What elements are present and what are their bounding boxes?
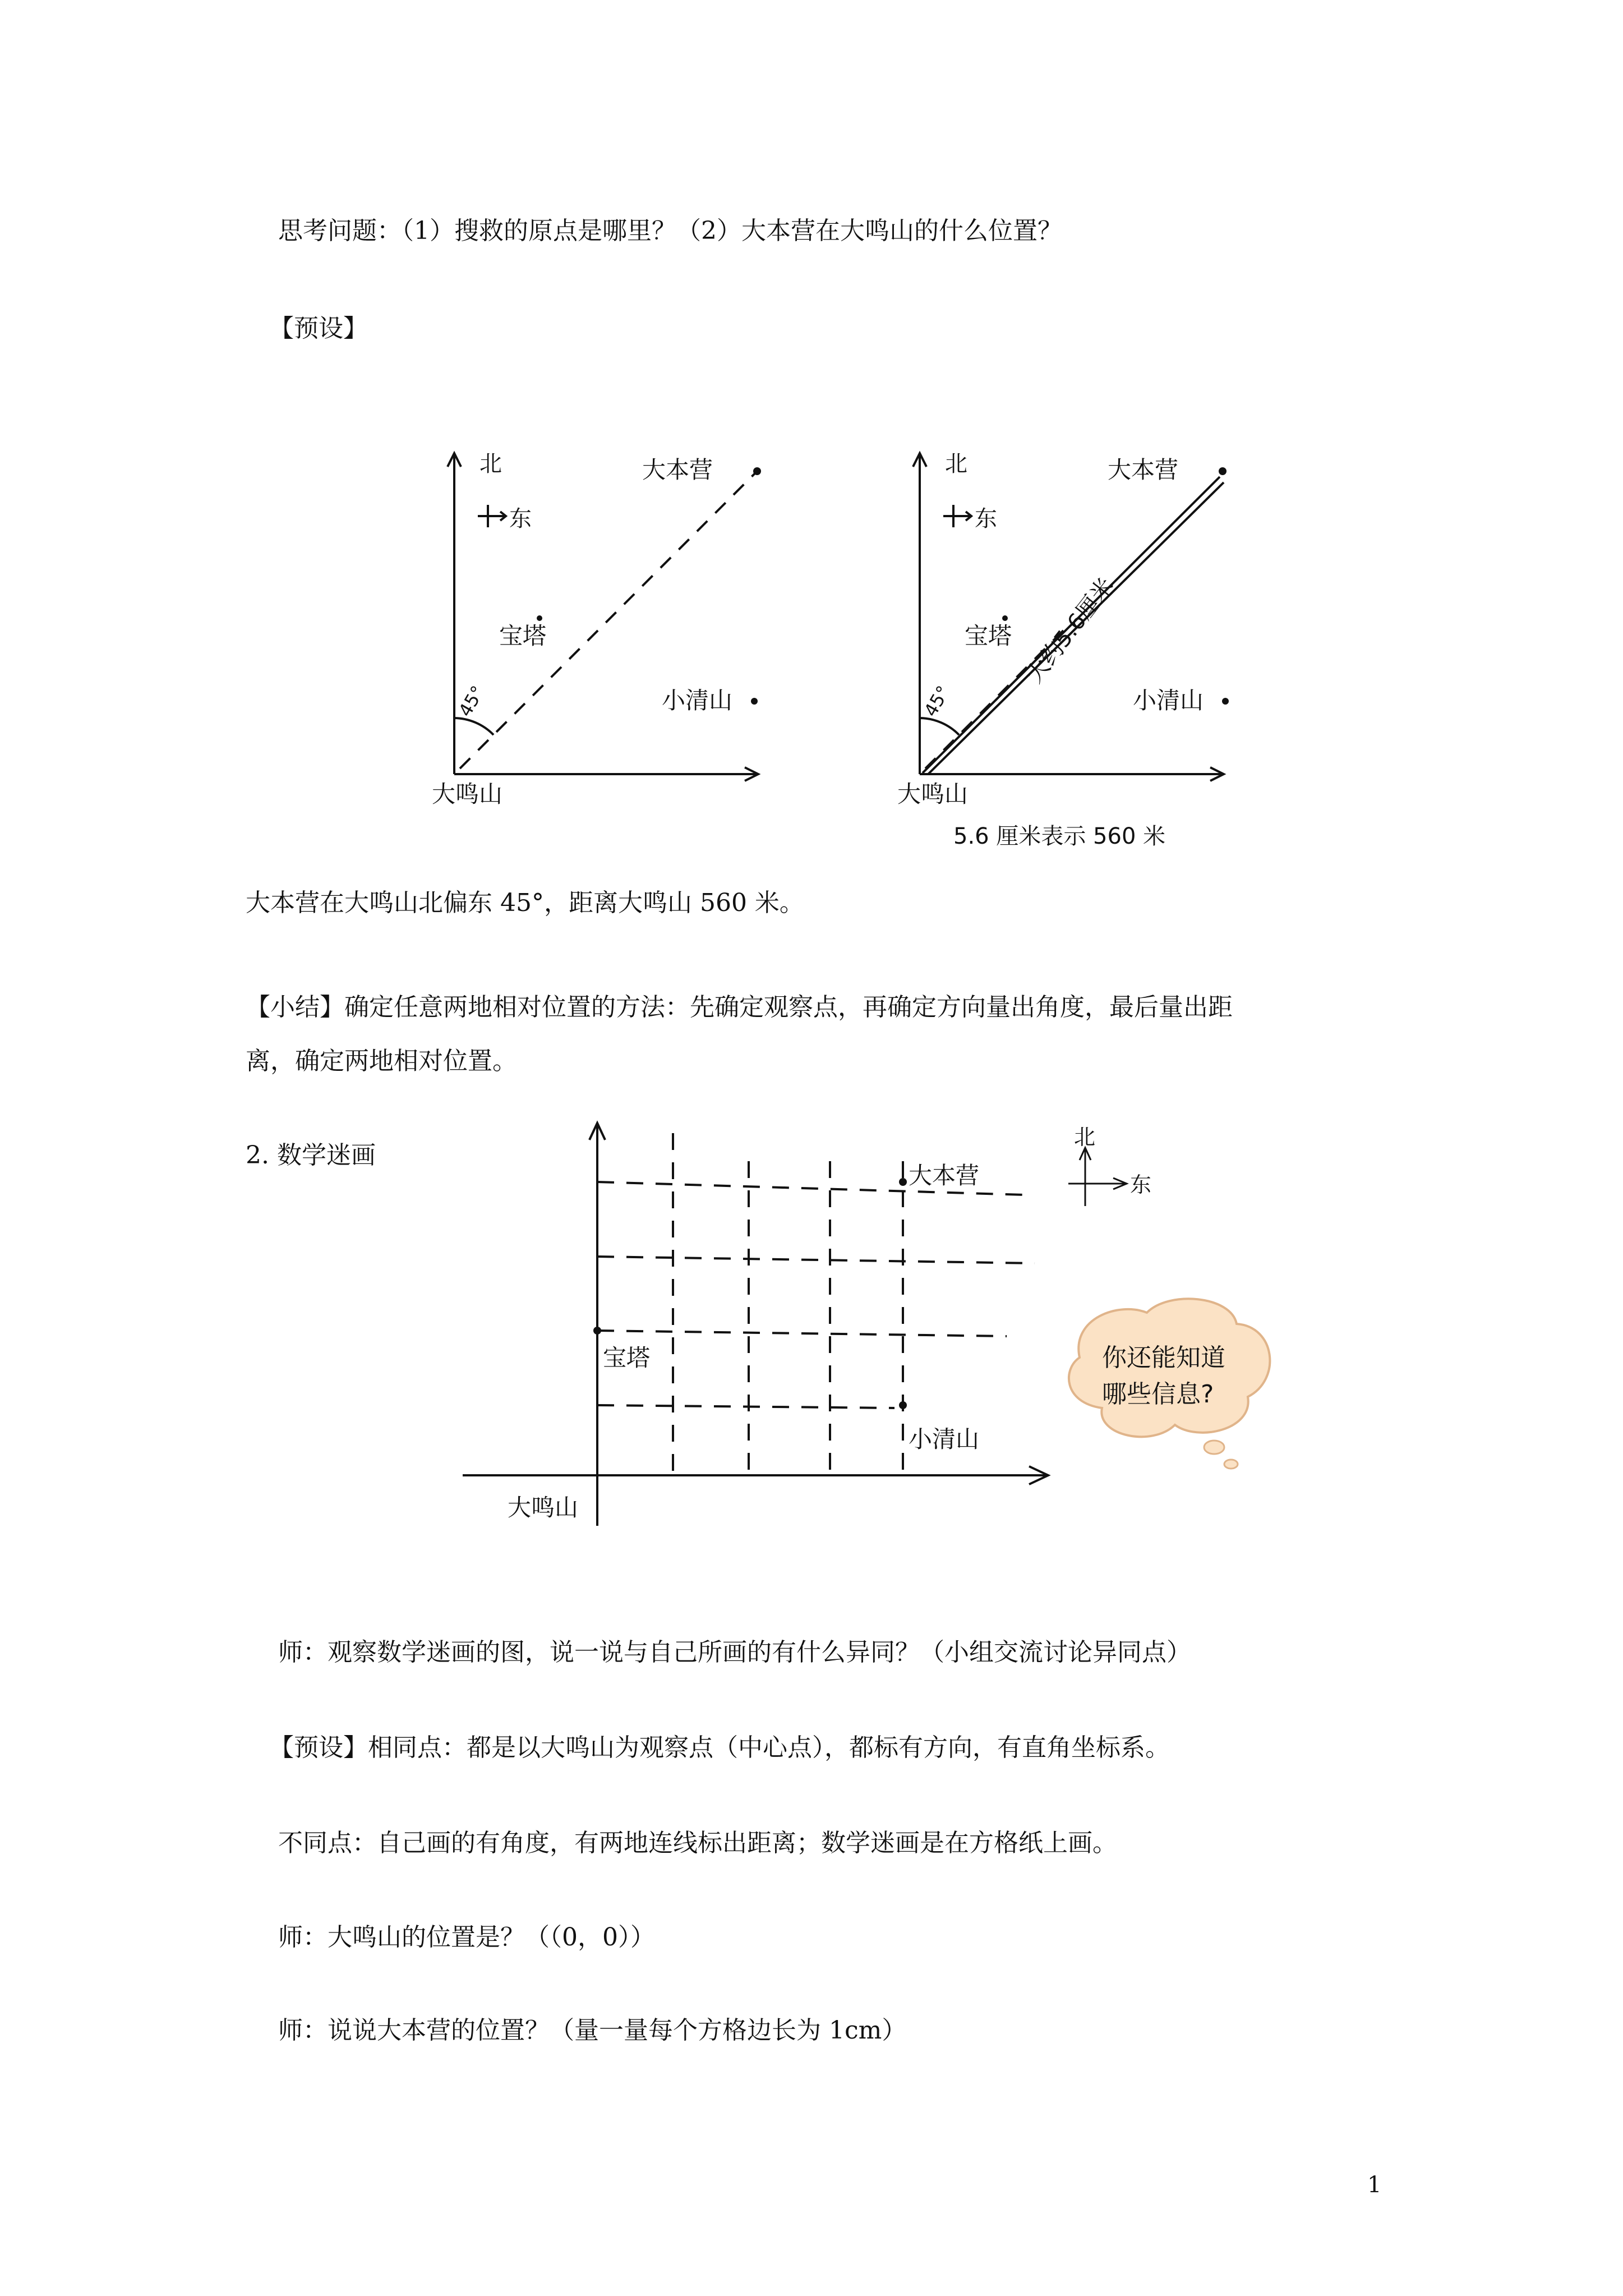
thought-bubble <box>1069 1299 1270 1469</box>
camp-label: 大本营 <box>642 456 713 484</box>
teacher-question-3: 师：说说大本营的位置？（量一量每个方格边长为 1cm） <box>278 2016 907 2045</box>
teacher-question-2: 师：大鸣山的位置是？（（0，0）） <box>278 1923 655 1952</box>
small-mountain-point <box>751 698 758 705</box>
pagoda-point <box>1002 615 1008 621</box>
angle-arc <box>454 718 494 735</box>
camp-point <box>899 1178 907 1186</box>
bubble-line-1: 你还能知道 <box>1102 1343 1225 1372</box>
differences-text: 不同点：自己画的有角度，有两地连线标出距离；数学迷画是在方格纸上画。 <box>278 1829 1117 1857</box>
east-label: 东 <box>509 506 532 532</box>
angle-arc <box>920 718 959 735</box>
origin-label: 大鸣山 <box>508 1494 579 1521</box>
pagoda-label: 宝塔 <box>965 622 1012 650</box>
preset-similarities: 【预设】相同点：都是以大鸣山为观察点（中心点），都标有方向，有直角坐标系。 <box>269 1733 1170 1762</box>
page-number: 1 <box>1367 2172 1382 2198</box>
pagoda-point <box>537 615 542 621</box>
summary-line-2: 离，确定两地相对位置。 <box>246 1047 517 1075</box>
camp-point <box>753 467 761 475</box>
east-label: 东 <box>1130 1172 1152 1197</box>
compass <box>1068 1148 1127 1206</box>
east-label: 东 <box>975 506 997 532</box>
small-mountain-label: 小清山 <box>1133 687 1204 714</box>
pagoda-label: 宝塔 <box>603 1344 651 1372</box>
direction-diagram-2 <box>892 438 1284 864</box>
summary-line-1: 【小结】确定任意两地相对位置的方法：先确定观察点，再确定方向量出角度，最后量出距 <box>246 993 1233 1022</box>
answer-text: 大本营在大鸣山北偏东 45°，距离大鸣山 560 米。 <box>246 889 804 917</box>
angle-label: 45° <box>920 682 955 720</box>
pagoda-label: 宝塔 <box>499 622 547 650</box>
north-label: 北 <box>1074 1125 1096 1149</box>
section-title: 2. 数学迷画 <box>246 1141 376 1170</box>
direction-diagram-1 <box>426 438 785 830</box>
question-text: 思考问题：（1）搜救的原点是哪里？（2）大本营在大鸣山的什么位置？ <box>278 217 1062 245</box>
origin-label: 大鸣山 <box>897 780 969 808</box>
pagoda-point <box>593 1327 601 1335</box>
teacher-question-1: 师：观察数学迷画的图，说一说与自己所画的有什么异同？（小组交流讨论异同点） <box>278 1638 1191 1667</box>
small-mountain-label: 小清山 <box>909 1425 980 1453</box>
camp-label: 大本营 <box>909 1162 980 1189</box>
north-label: 北 <box>479 451 502 477</box>
preset-heading: 【预设】 <box>269 314 368 343</box>
small-mountain-point <box>899 1401 907 1409</box>
scale-caption: 5.6 厘米表示 560 米 <box>953 823 1166 849</box>
bubble-line-2: 哪些信息? <box>1102 1380 1214 1409</box>
grid-map-diagram <box>457 1116 1310 1565</box>
origin-label: 大鸣山 <box>432 780 503 808</box>
distance-note: 大约5.6厘米 <box>1021 573 1119 688</box>
small-mountain-label: 小清山 <box>662 687 733 714</box>
small-mountain-point <box>1222 698 1229 705</box>
camp-point <box>1219 467 1227 475</box>
camp-label: 大本营 <box>1108 456 1179 484</box>
north-label: 北 <box>945 451 967 477</box>
angle-label: 45° <box>454 682 489 720</box>
